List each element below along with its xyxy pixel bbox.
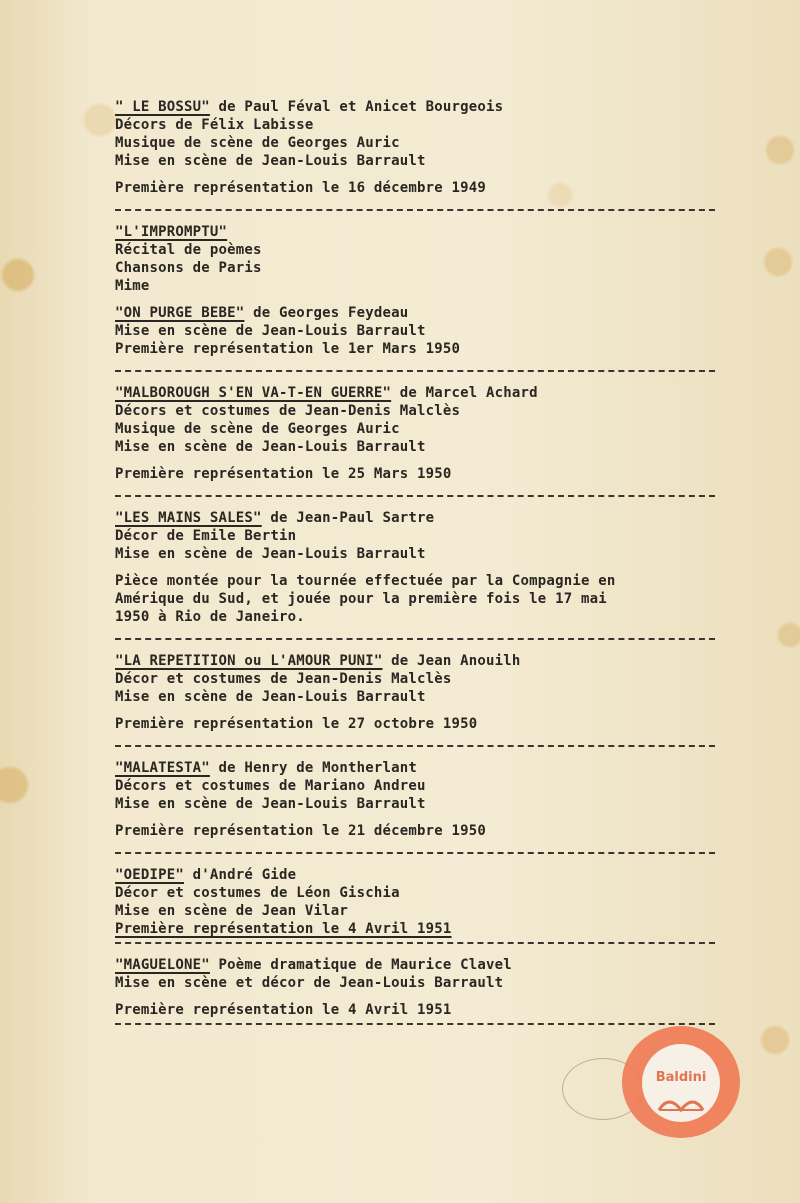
entry-line: Mise en scène de Jean-Louis Barrault xyxy=(115,796,426,812)
entry-author: de Jean-Paul Sartre xyxy=(261,510,435,526)
entry-la-repetition xyxy=(115,652,720,733)
entry-title: "MAGUELONE" xyxy=(115,957,210,973)
entry-line: Mise en scène de Jean-Louis Barrault xyxy=(115,689,426,705)
entry-note: 1950 à Rio de Janeiro. xyxy=(115,609,305,625)
entry-impromptu xyxy=(115,223,720,295)
entry-premiere: Première représentation le 27 octobre 1950 xyxy=(115,716,478,732)
entry-oedipe xyxy=(115,866,720,938)
entry-title: "L'IMPROMPTU" xyxy=(115,224,228,240)
entry-malatesta xyxy=(115,759,720,840)
entry-premiere: Première représentation le 25 Mars 1950 xyxy=(115,466,452,482)
dashed-separator xyxy=(115,638,715,640)
entry-line: Récital de poèmes xyxy=(115,242,262,258)
entry-line: Décor et costumes de Jean-Denis Malclès xyxy=(115,671,452,687)
entry-author: Poème dramatique de Maurice Clavel xyxy=(209,957,512,973)
entry-title: "LA REPETITION ou L'AMOUR PUNI" xyxy=(115,653,383,669)
entry-line: Décor et costumes de Léon Gischia xyxy=(115,885,400,901)
dashed-separator xyxy=(115,745,715,747)
entry-title: "LES MAINS SALES" xyxy=(115,510,262,526)
entry-line: Musique de scène de Georges Auric xyxy=(115,421,400,437)
entry-line: Mise en scène de Jean-Louis Barrault xyxy=(115,153,426,169)
entry-line: Décors de Félix Labisse xyxy=(115,117,314,133)
entry-note: Amérique du Sud, et jouée pour la première fois le 17 mai xyxy=(115,591,607,607)
entry-les-mains-sales xyxy=(115,509,720,626)
baldini-stamp-logo xyxy=(622,1026,740,1138)
entry-title: "MALATESTA" xyxy=(115,760,210,776)
entry-title: "ON PURGE BEBE" xyxy=(115,305,245,321)
entry-author: de Henry de Montherlant xyxy=(209,760,418,776)
dashed-separator xyxy=(115,495,715,497)
entry-author: de Georges Feydeau xyxy=(244,305,409,321)
entry-author: de Jean Anouilh xyxy=(382,653,521,669)
dashed-separator xyxy=(115,1023,715,1025)
entry-maguelone xyxy=(115,956,720,1019)
entry-premiere: Première représentation le 16 décembre 1949 xyxy=(115,180,487,196)
entry-premiere: Première représentation le 21 décembre 1950 xyxy=(115,823,487,839)
entry-line: Décors et costumes de Mariano Andreu xyxy=(115,778,426,794)
entry-line: Musique de scène de Georges Auric xyxy=(115,135,400,151)
dashed-separator xyxy=(115,852,715,854)
entry-premiere: Première représentation le 4 Avril 1951 xyxy=(115,921,452,937)
entry-line: Mise en scène de Jean Vilar xyxy=(115,903,348,919)
entry-title: "OEDIPE" xyxy=(115,867,185,883)
entry-title: "MALBOROUGH S'EN VA-T-EN GUERRE" xyxy=(115,385,392,401)
entry-line: Chansons de Paris xyxy=(115,260,262,276)
entry-line: Mise en scène de Jean-Louis Barrault xyxy=(115,546,426,562)
entry-line: Mime xyxy=(115,278,150,294)
entry-line: Décor de Emile Bertin xyxy=(115,528,297,544)
entry-premiere: Première représentation le 1er Mars 1950 xyxy=(115,341,461,357)
entry-le-bossu xyxy=(115,98,720,197)
entry-author: de Paul Féval et Anicet Bourgeois xyxy=(209,99,504,115)
entry-line: Mise en scène et décor de Jean-Louis Barrault xyxy=(115,975,504,991)
arch-icon xyxy=(656,1092,706,1112)
entry-malborough xyxy=(115,384,720,483)
entry-premiere: Première représentation le 4 Avril 1951 xyxy=(115,1002,452,1018)
entry-line: Décors et costumes de Jean-Denis Malclès xyxy=(115,403,461,419)
dashed-separator xyxy=(115,370,715,372)
entry-title: " LE BOSSU" xyxy=(115,99,210,115)
entry-on-purge-bebe xyxy=(115,304,720,358)
document-page xyxy=(115,98,720,1037)
entry-note: Pièce montée pour la tournée effectuée par la Compagnie en xyxy=(115,573,616,589)
entry-line: Mise en scène de Jean-Louis Barrault xyxy=(115,439,426,455)
entry-author: de Marcel Achard xyxy=(391,385,538,401)
baldini-logo-text: Baldini xyxy=(655,1070,707,1085)
dashed-separator xyxy=(115,942,715,944)
dashed-separator xyxy=(115,209,715,211)
entry-author: d'André Gide xyxy=(184,867,297,883)
entry-line: Mise en scène de Jean-Louis Barrault xyxy=(115,323,426,339)
